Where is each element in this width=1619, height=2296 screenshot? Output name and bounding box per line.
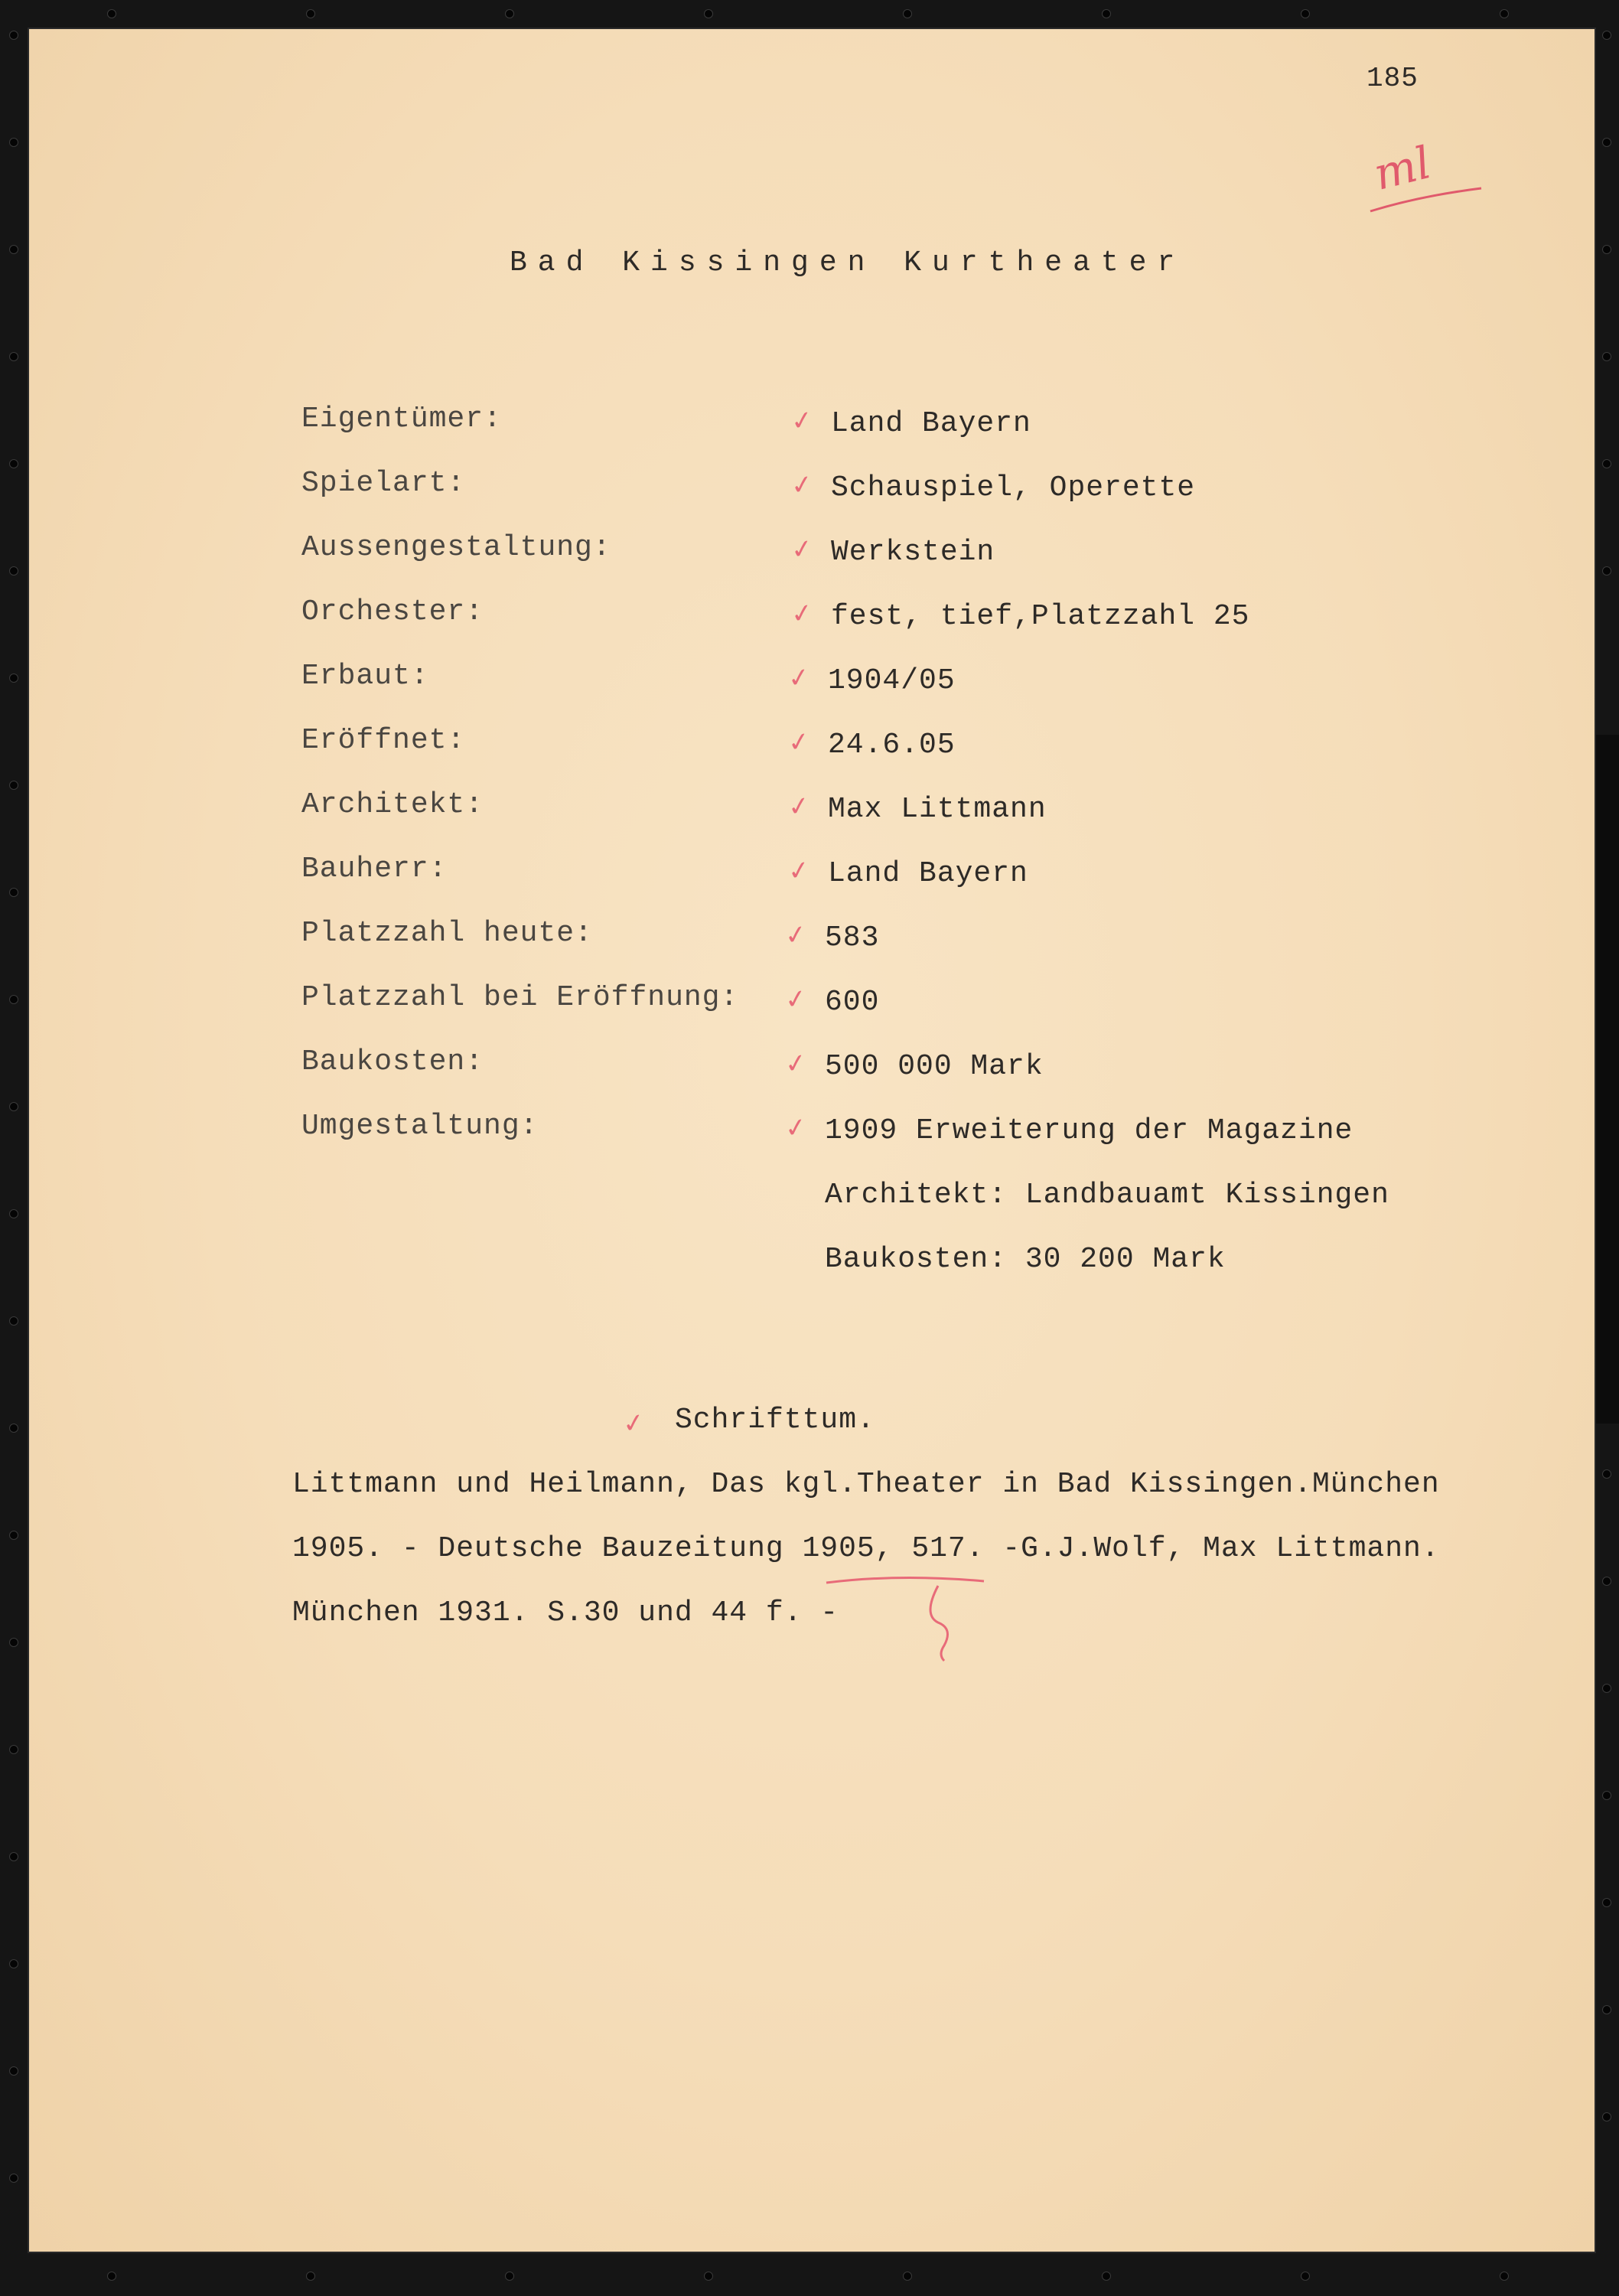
- field-value-orchester: fest, tief,Platzzahl 25: [831, 600, 1250, 633]
- border-hole: [704, 9, 713, 18]
- border-hole: [9, 781, 18, 790]
- border-hole: [1602, 31, 1611, 40]
- border-hole: [1602, 352, 1611, 361]
- initials-underline: [1367, 181, 1489, 227]
- field-value-platzzahl-eroeffnung: 600: [825, 986, 880, 1019]
- border-hole: [704, 2272, 713, 2281]
- field-value-bauherr: Land Bayern: [828, 857, 1028, 890]
- field-label-eroeffnet: Eröffnet:: [301, 724, 466, 757]
- border-hole: [505, 2272, 514, 2281]
- field-label-bauherr: Bauherr:: [301, 853, 448, 885]
- check-mark-icon: ✓: [786, 854, 813, 888]
- field-value-platzzahl-heute: 583: [825, 921, 880, 954]
- border-hole: [1602, 2112, 1611, 2122]
- field-value-architekt: Max Littmann: [828, 793, 1047, 826]
- field-label-platzzahl-heute: Platzzahl heute:: [301, 917, 593, 950]
- field-value-erbaut: 1904/05: [828, 664, 956, 697]
- check-mark-icon: ✓: [783, 983, 810, 1016]
- border-hole: [9, 245, 18, 254]
- border-hole: [9, 1959, 18, 1968]
- literature-line: 1905. - Deutsche Bauzeitung 1905, 517. -G.J.Wolf, Max Littmann.: [292, 1532, 1440, 1565]
- page-number: 185: [1367, 63, 1419, 94]
- border-hole: [9, 1638, 18, 1647]
- border-hole: [9, 1531, 18, 1540]
- field-value-baukosten: 500 000 Mark: [825, 1050, 1044, 1083]
- field-label-aussengestaltung: Aussengestaltung:: [301, 531, 611, 564]
- border-hole: [9, 1424, 18, 1433]
- field-label-spielart: Spielart:: [301, 467, 466, 500]
- border-hole: [1602, 245, 1611, 254]
- border-hole: [903, 9, 912, 18]
- border-hole: [9, 31, 18, 40]
- border-hole: [1102, 9, 1111, 18]
- document-title: Bad Kissingen Kurtheater: [510, 246, 1186, 279]
- border-hole: [1602, 1469, 1611, 1479]
- border-hole: [9, 459, 18, 468]
- border-hole: [1602, 459, 1611, 468]
- check-mark-icon: ✓: [786, 726, 813, 759]
- check-mark-icon: ✓: [783, 1111, 810, 1145]
- check-mark-icon: ✓: [783, 918, 810, 952]
- check-mark-icon: ✓: [783, 1047, 810, 1081]
- border-hole: [1602, 138, 1611, 147]
- border-hole: [505, 9, 514, 18]
- document-page: [28, 28, 1596, 2253]
- border-hole: [1301, 9, 1310, 18]
- border-hole: [107, 9, 116, 18]
- border-hole: [9, 2066, 18, 2076]
- field-label-orchester: Orchester:: [301, 595, 484, 628]
- umgestaltung-architekt: Architekt: Landbauamt Kissingen: [825, 1179, 1389, 1212]
- border-hole: [1602, 1898, 1611, 1907]
- literature-line: München 1931. S.30 und 44 f. -: [292, 1596, 839, 1629]
- border-hole: [1602, 1791, 1611, 1800]
- border-hole: [1301, 2272, 1310, 2281]
- field-value-umgestaltung: 1909 Erweiterung der Magazine: [825, 1114, 1354, 1147]
- field-label-baukosten: Baukosten:: [301, 1045, 484, 1078]
- border-hole: [306, 2272, 315, 2281]
- border-hole: [1500, 9, 1509, 18]
- umgestaltung-baukosten: Baukosten: 30 200 Mark: [825, 1243, 1226, 1276]
- field-label-architekt: Architekt:: [301, 788, 484, 821]
- border-hole: [9, 2174, 18, 2183]
- field-value-eigentuemer: Land Bayern: [831, 407, 1031, 440]
- field-label-platzzahl-eroeffnung: Platzzahl bei Eröffnung:: [301, 981, 739, 1014]
- border-hole: [1602, 2005, 1611, 2014]
- border-hole: [1102, 2272, 1111, 2281]
- page-edge-shadow: [1596, 735, 1619, 1424]
- border-hole: [107, 2272, 116, 2281]
- border-hole: [9, 138, 18, 147]
- border-hole: [9, 566, 18, 576]
- border-hole: [1602, 1684, 1611, 1693]
- check-mark-icon: ✓: [789, 404, 816, 438]
- border-hole: [903, 2272, 912, 2281]
- border-hole: [1602, 566, 1611, 576]
- handwritten-initials: ml: [1368, 136, 1436, 201]
- border-hole: [9, 995, 18, 1004]
- literature-line: Littmann und Heilmann, Das kgl.Theater in Bad Kissingen.München: [292, 1468, 1440, 1501]
- border-hole: [9, 1102, 18, 1111]
- field-label-eigentuemer: Eigentümer:: [301, 403, 502, 435]
- border-hole: [9, 352, 18, 361]
- check-mark-icon: ✓: [786, 790, 813, 823]
- field-label-erbaut: Erbaut:: [301, 660, 429, 693]
- border-hole: [9, 1745, 18, 1754]
- red-underline-mark: [823, 1569, 992, 1668]
- check-mark-icon: ✓: [789, 533, 816, 566]
- border-hole: [9, 888, 18, 897]
- border-hole: [1500, 2272, 1509, 2281]
- border-hole: [1602, 1577, 1611, 1586]
- field-label-umgestaltung: Umgestaltung:: [301, 1110, 539, 1143]
- literature-heading: Schrifttum.: [675, 1404, 875, 1437]
- field-value-eroeffnet: 24.6.05: [828, 729, 956, 762]
- border-hole: [9, 1209, 18, 1218]
- border-hole: [306, 9, 315, 18]
- check-mark-icon: ✓: [789, 597, 816, 631]
- field-value-spielart: Schauspiel, Operette: [831, 471, 1196, 504]
- border-hole: [9, 1852, 18, 1861]
- check-mark-icon: ✓: [789, 468, 816, 502]
- border-hole: [9, 673, 18, 683]
- border-hole: [9, 1316, 18, 1326]
- check-mark-icon: ✓: [786, 661, 813, 695]
- check-mark-icon: ✓: [621, 1407, 647, 1440]
- field-value-aussengestaltung: Werkstein: [831, 536, 995, 569]
